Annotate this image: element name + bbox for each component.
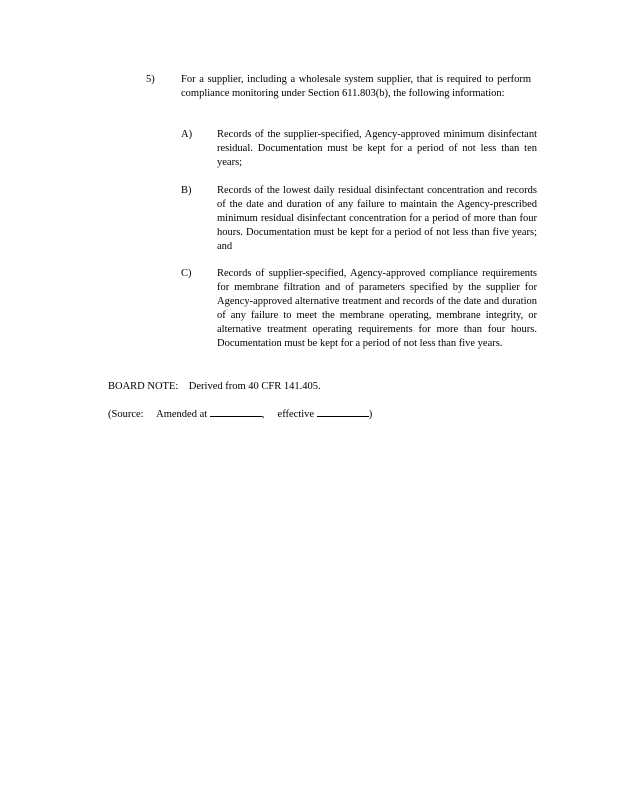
item-number: 5) [146, 74, 155, 85]
source-line [108, 406, 372, 422]
source-effective: effective [277, 409, 315, 420]
subitem-a-text: Records of the supplier-specified, Agency-approved minimum disinfectant residual. Documentation must be kept for a period of not less than ten years; [217, 129, 537, 168]
source-close: ) [368, 409, 373, 420]
board-note-text: Derived from 40 CFR 141.405. [188, 381, 321, 392]
amended-date-blank [210, 406, 262, 417]
source-amended-at: Amended at [156, 409, 208, 420]
subitem-c-text: Records of supplier-specified, Agency-approved compliance requirements for membrane filtration and of parameters specified by the supplier for Agency-approved alternative treatment and records of the date and duration of any failure to meet the membrane operating, membrane integrity, or alternative treatment operating requirements for more than four hours. Documentation must be kept for a period of not less than five years. [217, 268, 537, 349]
effective-date-blank [317, 406, 369, 417]
subitem-c-letter: C) [181, 268, 192, 279]
board-note-label: BOARD NOTE: [108, 381, 179, 392]
board-note [108, 380, 321, 394]
source-comma: , [261, 409, 265, 420]
item-text: For a supplier, including a wholesale system supplier, that is required to perform compliance monitoring under Section 611.803(b), the following information: [181, 74, 531, 99]
subitem-b-text: Records of the lowest daily residual disinfectant concentration and records of the date and duration of any failure to maintain the Agency-prescribed minimum residual disinfectant concentration for a period of more than four hours. Documentation must be kept for a period of not less than five years; and [217, 185, 537, 252]
subitem-a-letter: A) [181, 129, 193, 140]
subitem-b-letter: B) [181, 185, 192, 196]
source-open: (Source: [108, 409, 144, 420]
